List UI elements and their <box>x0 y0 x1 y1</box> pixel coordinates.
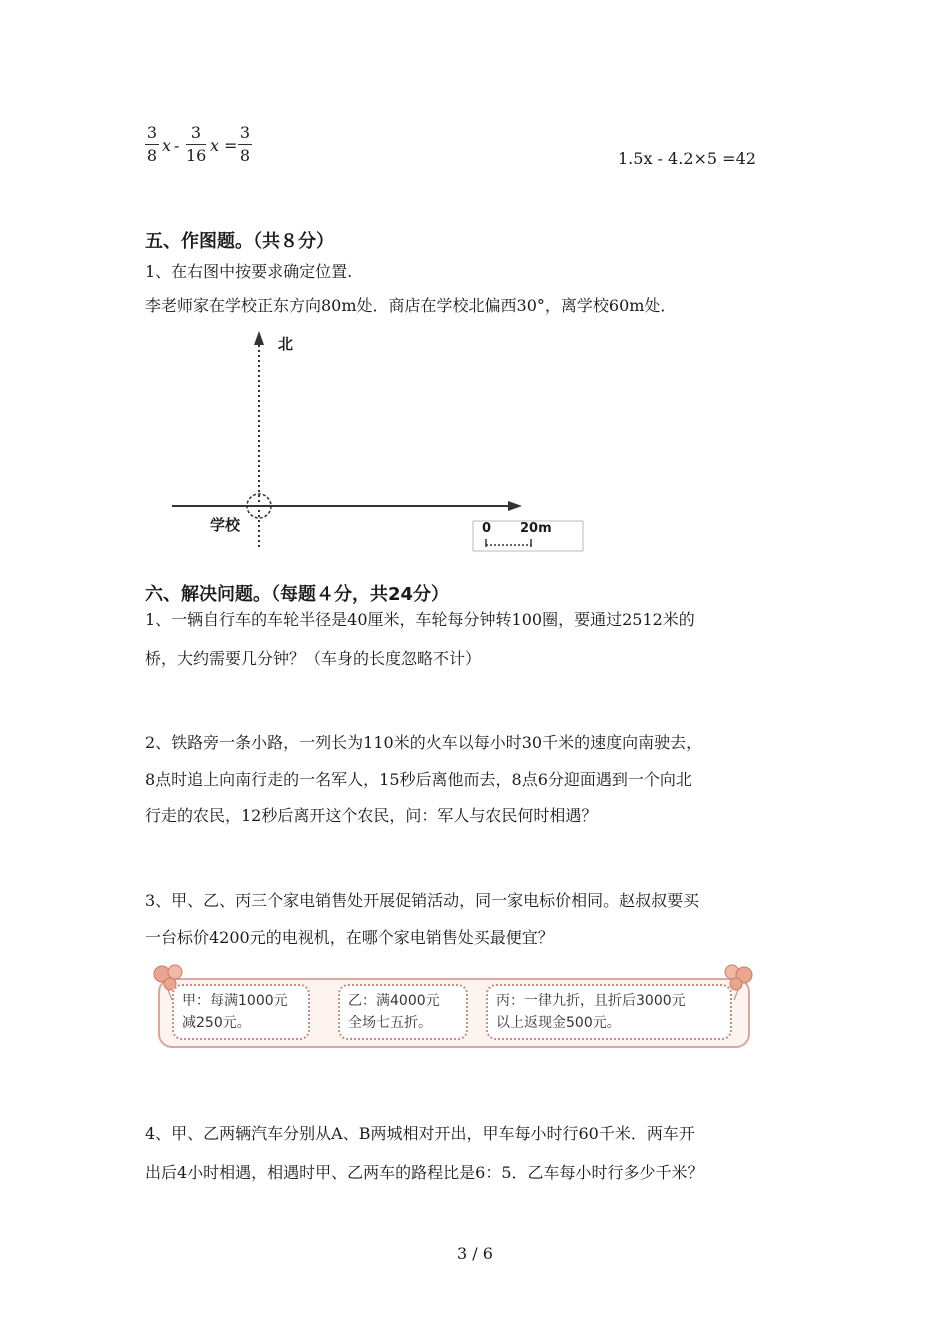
fraction-2: 3 16 <box>186 123 207 165</box>
promo-b <box>338 984 468 1040</box>
north-arrowhead <box>254 331 264 345</box>
fraction-3: 3 8 <box>239 123 251 165</box>
north-label: 北 <box>278 335 294 353</box>
promo-a-line-2: 减250元。 <box>182 1015 251 1031</box>
promo-a-line-1: 甲：每满1000元 <box>182 993 288 1009</box>
page-number: 3 / 6 <box>457 1244 493 1263</box>
question-6-1-line-2: 桥，大约需要几分钟？（车身的长度忽略不计） <box>145 649 482 668</box>
scale-value-label: 20m <box>520 521 552 536</box>
promo-c-line-2: 以上返现金500元。 <box>496 1015 621 1031</box>
question-6-1-line-1: 1、一辆自行车的车轮半径是40厘米，车轮每分钟转100圈，要通过2512米的 <box>145 610 695 629</box>
question-5-1: 1、在右图中按要求确定位置. <box>145 262 353 281</box>
question-6-3-line-2: 一台标价4200元的电视机，在哪个家电销售处买最便宜？ <box>145 928 554 947</box>
promo-b-line-1: 乙：满4000元 <box>348 993 440 1009</box>
section-5-title: 五、作图题。（共８分） <box>145 231 334 252</box>
variable-x: x <box>162 136 172 155</box>
question-6-2-line-2: 8点时追上向南行走的一名军人，15秒后离他而去，8点6分迎面遇到一个向北 <box>145 770 692 789</box>
question-6-4-line-1: 4、甲、乙两辆汽车分别从A、B两城相对开出，甲车每小时行60千米．两车开 <box>145 1124 695 1143</box>
east-arrowhead <box>508 501 522 511</box>
promo-c-line-1: 丙：一律九折，且折后3000元 <box>496 993 686 1009</box>
promo-b-line-2: 全场七五折。 <box>348 1015 432 1031</box>
school-label: 学校 <box>210 516 241 534</box>
question-6-2-line-1: 2、铁路旁一条小路，一列长为110米的火车以每小时30千米的速度向南驶去， <box>145 733 703 752</box>
question-6-3-line-1: 3、甲、乙、丙三个家电销售处开展促销活动，同一家电标价相同。赵叔叔要买 <box>145 891 700 910</box>
equals-sign: = <box>224 136 238 155</box>
question-6-4-line-2: 出后4小时相遇，相遇时甲、乙两车的路程比是6：5．乙车每小时行多少千米？ <box>145 1163 704 1182</box>
question-5-1-detail: 李老师家在学校正东方向80m处．商店在学校北偏西30°，离学校60m处． <box>145 296 677 315</box>
variable-x: x <box>210 136 220 155</box>
equation-2: 1.5x - 4.2×5 =42 <box>618 149 756 168</box>
scale-zero-label: 0 <box>482 521 492 536</box>
fraction-1: 3 8 <box>146 123 158 165</box>
section-6-title: 六、解决问题。（每题４分，共24分） <box>145 584 450 605</box>
promo-c <box>486 984 732 1040</box>
question-6-2-line-3: 行走的农民，12秒后离开这个农民，问：军人与农民何时相遇？ <box>145 806 598 825</box>
minus-sign: - <box>174 136 180 155</box>
promo-a <box>172 984 310 1040</box>
